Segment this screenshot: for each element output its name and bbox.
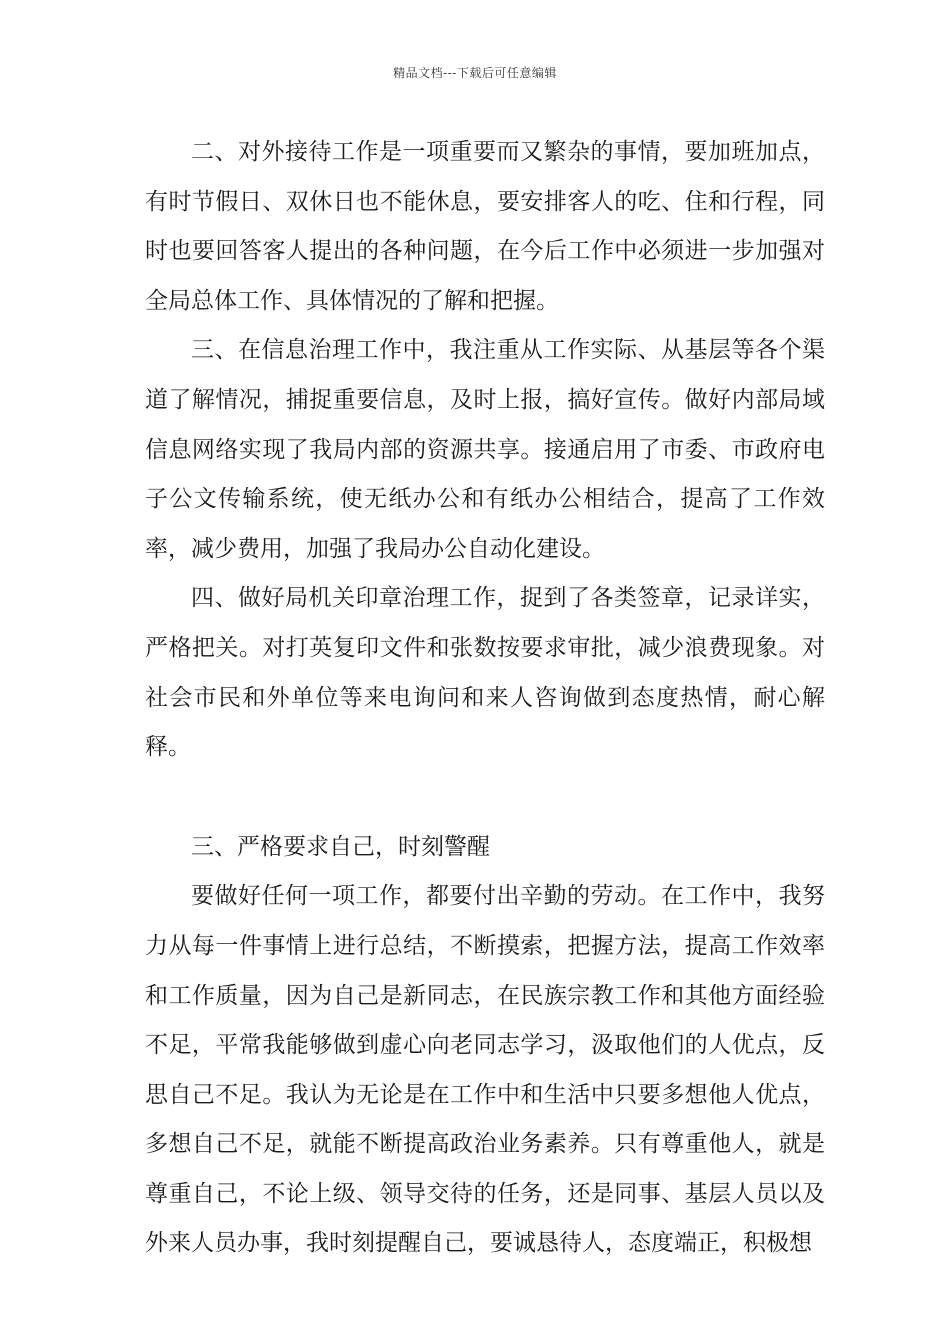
page-header: 精品文档---下载后可任意编辑 bbox=[393, 66, 557, 80]
paragraph-strict-requirements: 要做好任何一项工作，都要付出辛勤的劳动。在工作中，我努力从每一件事情上进行总结，不断摸索，把握方法，提高工作效率和工作质量，因为自己是新同志，在民族宗教工作和其他方面经验不足，平常我能够做到虚心向老同志学习，汲取他们的人优点，反思自己不足。我认为无论是在工作中和生活中只要多想他人优点，多想自己不足，就能不断提高政治业务素养。只有尊重他人，就是尊重自己，不论上级、领导交待的任务，还是同事、基层人员以及外来人员办事，我时刻提醒自己，要诚恳待人，态度端正，积极想 bbox=[145, 883, 825, 1257]
paragraph-gap bbox=[145, 773, 825, 823]
paragraph-information-management: 三、在信息治理工作中，我注重从工作实际、从基层等各个渠道了解情况，捕捉重要信息，及时上报，搞好宣传。做好内部局域信息网络实现了我局内部的资源共享。接通启用了市委、市政府电子公文传输系统，使无纸办公和有纸办公相结合，提高了工作效率，减少费用，加强了我局办公自动化建设。 bbox=[145, 337, 825, 562]
paragraph-reception-work: 二、对外接待工作是一项重要而又繁杂的事情，要加班加点，有时节假日、双休日也不能休息，要安排客人的吃、住和行程，同时也要回答客人提出的各种问题，在今后工作中必须进一步加强对全局总体工作、具体情况的了解和把握。 bbox=[145, 139, 825, 314]
paragraph-seal-management: 四、做好局机关印章治理工作，捉到了各类签章，记录详实，严格把关。对打英复印文件和张数按要求审批，减少浪费现象。对社会市民和外单位等来电询问和来人咨询做到态度热情，耐心解释。 bbox=[145, 585, 825, 761]
document-body bbox=[145, 128, 825, 1269]
section-heading: 三、严格要求自己，时刻警醒 bbox=[191, 833, 490, 860]
